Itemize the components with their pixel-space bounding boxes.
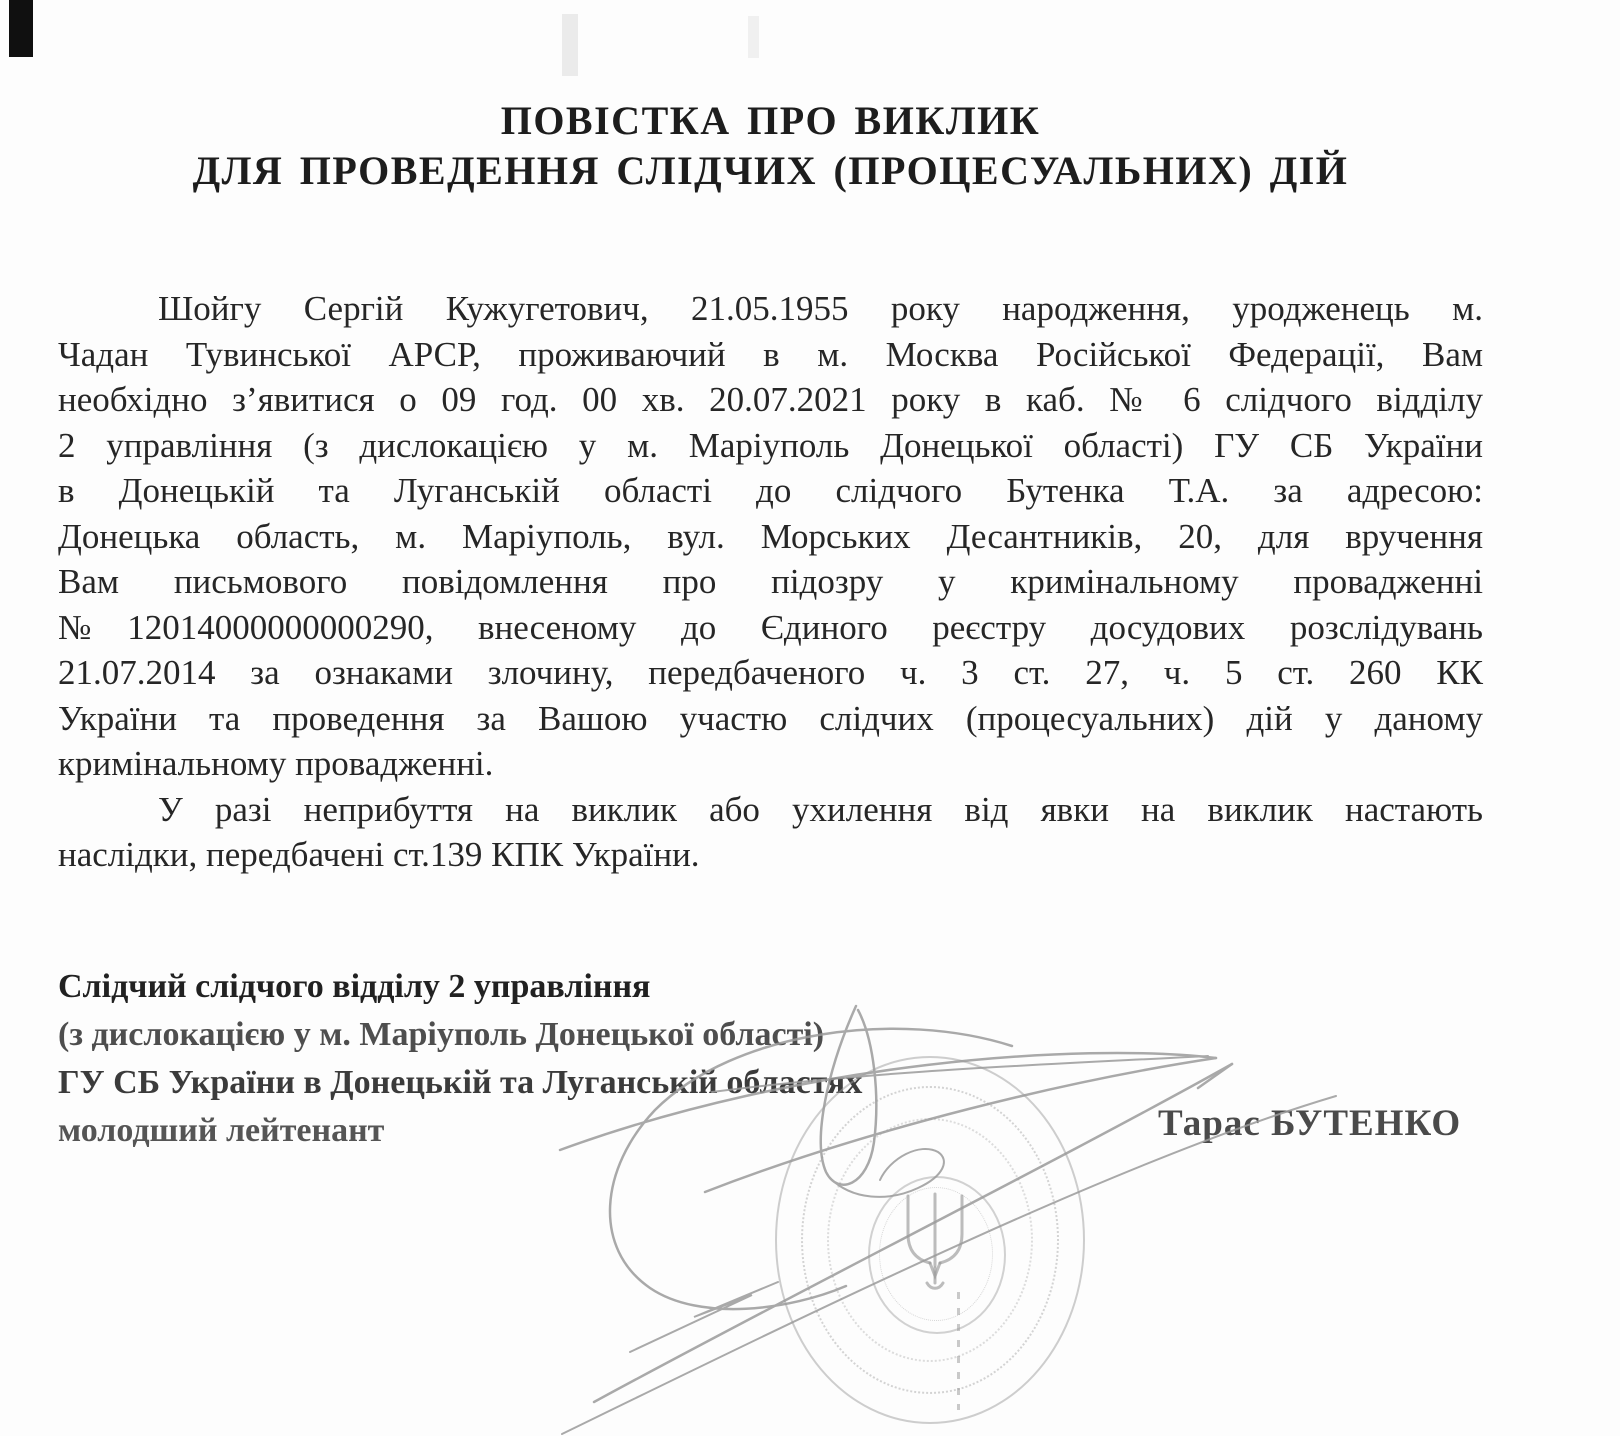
body-line: в Донецькій та Луганській області до слідчого Бутенка Т.А. за адресою: <box>58 471 1483 510</box>
body-line: України та проведення за Вашою участю слідчих (процесуальних) дій у даному <box>58 698 1483 738</box>
signer-name: Тарас БУТЕНКО <box>1158 1103 1462 1144</box>
signer-position-line: Слідчий слідчого відділу 2 управління <box>58 968 651 1005</box>
body-line: 2 управління (з дислокацією у м. Маріуполь Донецької області) ГУ СБ України <box>58 425 1483 465</box>
body-line: Чадан Тувинської АРСР, проживаючий в м. Москва Російської Федерації, Вам <box>58 334 1483 374</box>
body-line: №12014000000000290, внесеному до Єдиного реєстру досудових розслідувань <box>58 607 1483 647</box>
signer-position-line: ГУ СБ України в Донецькій та Луганській областях <box>58 1064 863 1101</box>
title-line-2: ДЛЯ ПРОВЕДЕННЯ СЛІДЧИХ (ПРОЦЕСУАЛЬНИХ) ДІЙ <box>192 148 1349 193</box>
body-line: Вам письмового повідомлення про підозру у кримінальному провадженні <box>58 562 1483 601</box>
body-line: кримінальному провадженні. <box>58 744 494 783</box>
title-line-1: ПОВІСТКА ПРО ВИКЛИК <box>500 98 1041 143</box>
body-line: У разі неприбуття на виклик або ухилення від явки на виклик настають <box>158 789 1483 829</box>
body-line: наслідки, передбачені ст.139 КПК України. <box>58 835 700 874</box>
body-line: Донецька область, м. Маріуполь, вул. Морських Десантників, 20, для вручення <box>58 516 1483 556</box>
body-line: Шойгу Сергій Кужугетович, 21.05.1955 року народження, уродженець м. <box>158 289 1483 328</box>
signer-position-line: (з дислокацією у м. Маріуполь Донецької області) <box>58 1016 825 1053</box>
signer-rank-line: молодший лейтенант <box>58 1112 385 1149</box>
body-line: 21.07.2014 за ознаками злочину, передбаченого ч. 3 ст. 27, ч. 5 ст. 260 КК <box>58 653 1483 692</box>
body-line: необхідно з’явитися о 09 год. 00 хв. 20.07.2021 року в каб. № 6 слідчого відділу <box>58 380 1483 419</box>
